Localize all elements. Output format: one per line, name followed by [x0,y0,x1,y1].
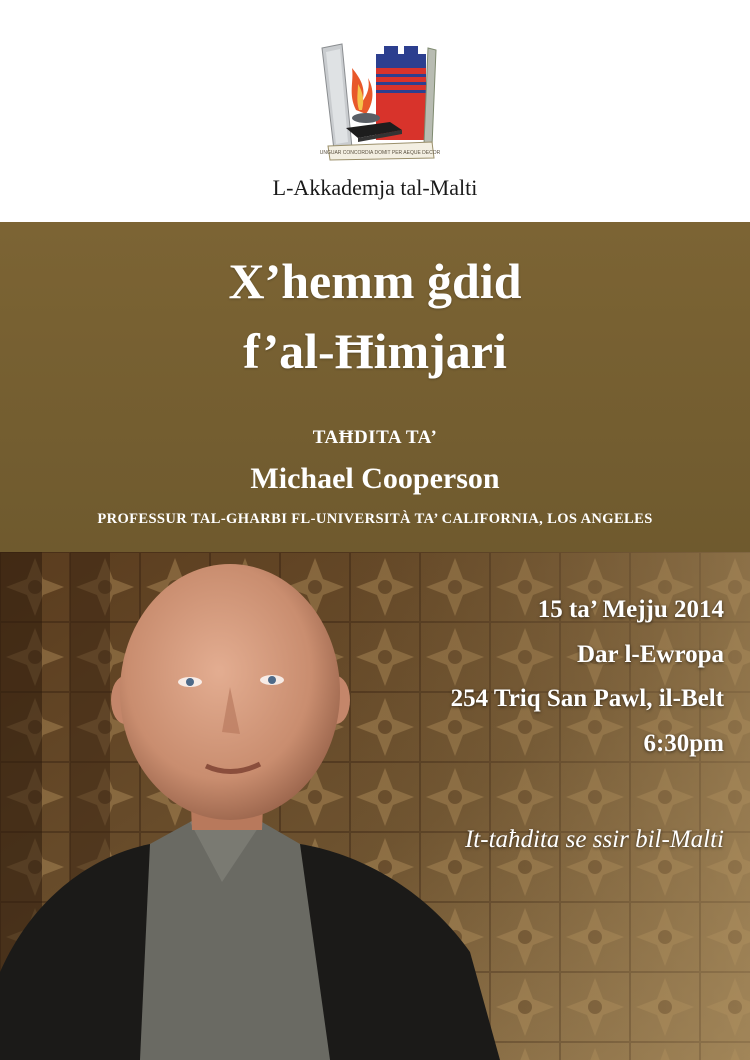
event-time: 6:30pm [643,729,724,757]
event-title-line2: f’al-Ħimjari [243,323,507,379]
academy-crest-icon [312,38,444,162]
crest-motto: UNGUAR CONCORDIA DOMIT PER AEQUE DECOR [319,150,441,156]
organization-name: L-Akkademja tal-Malti [272,175,478,200]
lecture-label: TAĦDITA TA’ [312,427,438,448]
event-details [451,588,724,766]
event-venue: Dar l-Ewropa [577,640,724,668]
speaker-affiliation: PROFESSUR TAL-GHARBI FL-UNIVERSITÀ TA’ CALIFORNIA, LOS ANGELES [97,511,653,527]
speaker-name: Michael Cooperson [250,462,500,495]
title-band [0,222,750,552]
event-title-line1: X’hemm ġdid [228,253,522,309]
event-date: 15 ta’ Mejju 2014 [537,596,724,623]
event-address: 254 Triq San Pawl, il-Belt [450,685,724,712]
language-note: It-taħdita se ssir bil-Malti [464,826,724,853]
header [0,0,750,222]
